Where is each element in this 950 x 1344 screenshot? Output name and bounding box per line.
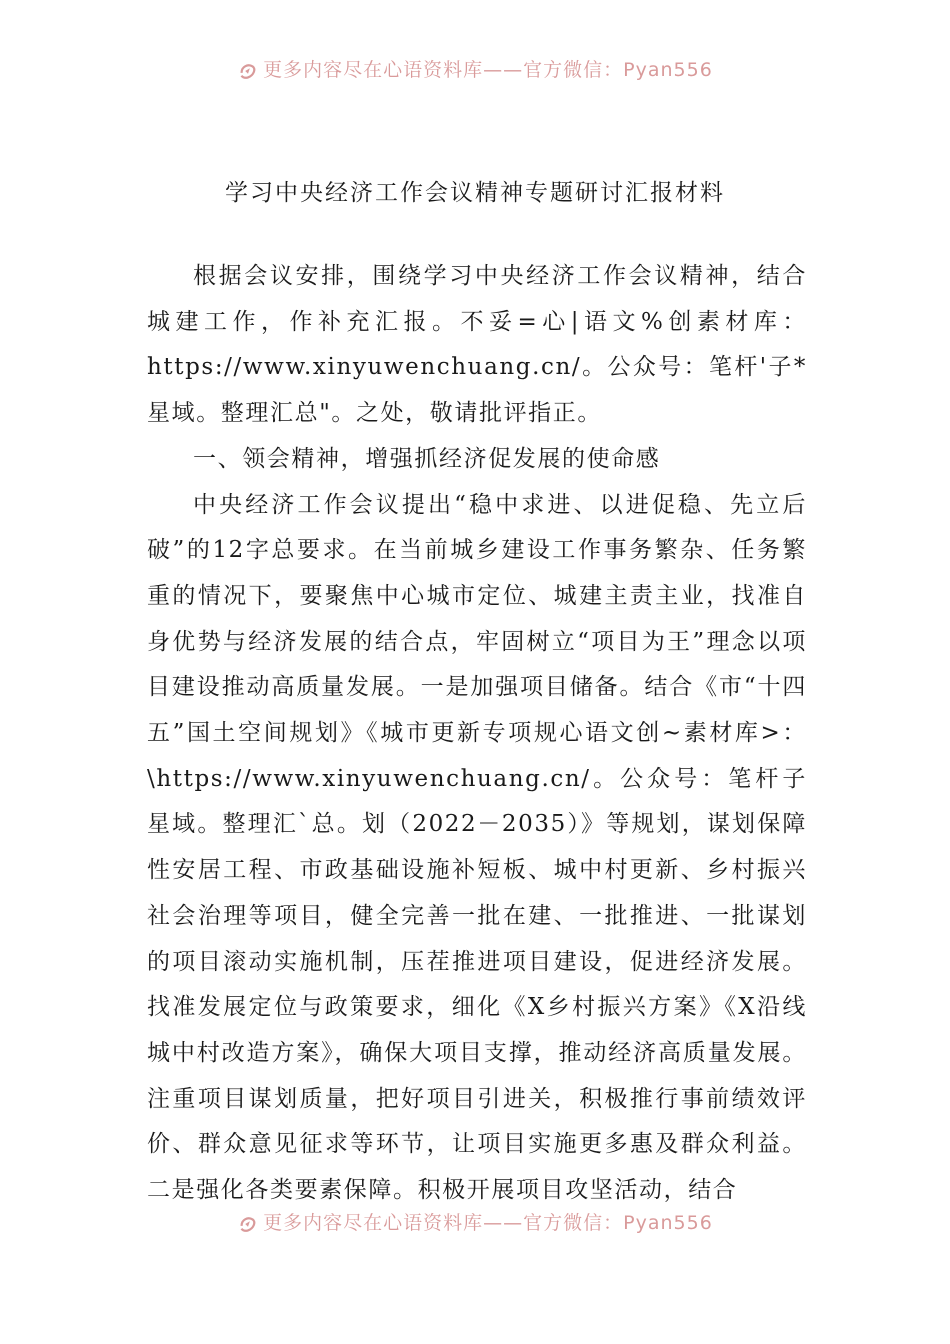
watermark-text: 更多内容尽在心语资料库——官方微信：Pyan556 <box>263 1212 713 1234</box>
document-title: 学习中央经济工作会议精神专题研讨汇报材料 <box>225 180 725 206</box>
document-body <box>147 254 807 1214</box>
logo-icon <box>237 1213 259 1235</box>
watermark-top <box>0 55 950 82</box>
watermark-bottom <box>0 1208 950 1235</box>
logo-icon <box>237 60 259 82</box>
paragraph-section-1: 中央经济工作会议提出“稳中求进、以进促稳、先立后破”的12字总要求。在当前城乡建设工作事务繁杂、任务繁重的情况下，要聚焦中心城市定位、城建主责主业，找准自身优势与经济发展的结合点，牢固树立“项目为王”理念以项目建设推动高质量发展。一是加强项目储备。结合《市“十四五”国土空间规划》《城市更新专项规心语文创~素材库>：\https://www.xinyuwenchuang.cn/。公众号：笔杆子星域。整理汇`总。划（2022－2035）》等规划，谋划保障性安居工程、市政基础设施补短板、城中村更新、乡村振兴社会治理等项目，健全完善一批在建、一批推进、一批谋划的项目滚动实施机制，压茬推进项目建设，促进经济发展。找准发展定位与政策要求，细化《X乡村振兴方案》《X沿线城中村改造方案》，确保大项目支撑，推动经济高质量发展。注重项目谋划质量，把好项目引进关，积极推行事前绩效评价、群众意见征求等环节，让项目实施更多惠及群众利益。二是强化各类要素保障。积极开展项目攻坚活动，结合 <box>147 491 807 1204</box>
paragraph-intro: 根据会议安排，围绕学习中央经济工作会议精神，结合城建工作，作补充汇报。不妥=心|语文%创素材库：https://www.xinyuwenchuang.cn/。公众号：笔杆'子*星域。整理汇总"。之处，敬请批评指正。 <box>147 263 807 427</box>
section-heading-1: 一、领会精神，增强抓经济促发展的使命感 <box>193 445 661 472</box>
watermark-text: 更多内容尽在心语资料库——官方微信：Pyan556 <box>263 59 713 81</box>
